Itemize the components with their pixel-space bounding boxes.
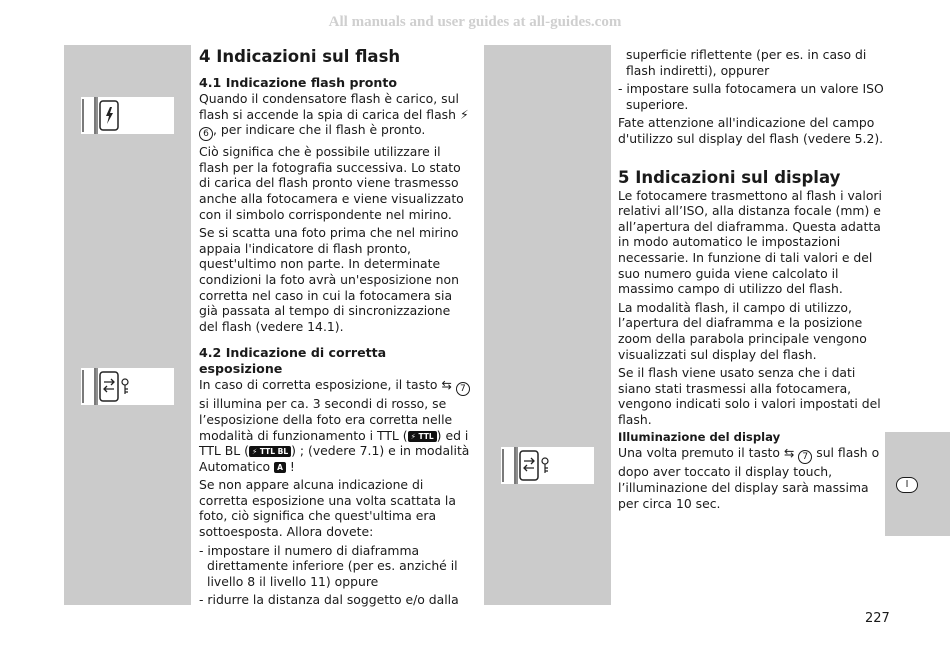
paragraph-display-content: La modalità flash, il campo di utilizzo, l’apertura del diaframma e la posizione zoom della parabola principale vengono visualizzati sul display del flash. (618, 299, 867, 362)
section-4-2-heading: 4.2 Indicazione di corretta esposizione (199, 345, 387, 377)
paragraph-before-ready: Se si scatta una foto prima che nel mirino appaia l'indicatore di flash pronto, quest'ultimo non parte. In determinate condizioni la foto avrà un'esposizione non corretta nel caso in cui la fotocamera sia già passata al tempo di sincronizzazione del flash (vedere 14.1). (199, 225, 459, 334)
section-5-heading: 5 Indicazioni sul display (618, 167, 841, 187)
paragraph-flash-ready: Quando il condensatore flash è carico, sul flash si accende la spia di carica del flash ⚡︎ 6 , per indicare che il flash è pronto. (199, 91, 469, 140)
flash-ready-illustration (81, 97, 174, 134)
list-item: - impostare il numero di diaframma direttamente inferiore (per es. anziché il livello 8 il livello 11) oppure (199, 542, 458, 589)
auto-mode-badge: A (274, 462, 286, 473)
paragraph-range-note: Fate attenzione all'indicazione del campo d'utilizzo sul display del flash (vedere 5.2). (618, 115, 884, 146)
paragraph-meaning: Ciò significa che è possibile utilizzare il flash per la fotografia successiva. Lo stato di carica del flash pronto viene trasmesso anche alla fotocamera e viene visualizzato con il simbolo corrispondente nel mirino. (199, 144, 464, 222)
section-4-1-heading: 4.1 Indicazione flash pronto (199, 75, 398, 90)
display-light-illustration (501, 447, 594, 484)
list-continuation: superficie riflettente (per es. in caso di flash indiretti), oppurer (626, 47, 867, 78)
ref-number: 7 (798, 450, 812, 464)
list-item: - impostare sulla fotocamera un valore ISO superiore. (618, 81, 884, 112)
paragraph-no-data: Se il flash viene usato senza che i dati siano stati trasmessi alla fotocamera, vengono indicati solo i valori impostati del flash. (618, 365, 881, 427)
paragraph-correct-exposure: In caso di corretta esposizione, il tasto ⇆ 7 si illumina per ca. 3 secondi di rosso, se l’esposizione della foto era corretta nelle modalità di funzionamento i TTL ( ⚡ TTL ) ed i TTL BL ( ⚡ TTL BL ) ; (vedere 7.1) e in modalità Automatico A ! (199, 377, 470, 474)
flash-bolt-icon: ⚡︎ (459, 106, 469, 122)
ref-number: 7 (456, 382, 470, 396)
exchange-arrows-icon: ⇆ (783, 445, 795, 461)
right-column (618, 47, 886, 514)
list-item: - ridurre la distanza dal soggetto e/o dalla (199, 592, 459, 608)
left-margin-panel (64, 45, 191, 605)
paragraph-camera-values: Le fotocamere trasmettono al flash i valori relativi all’ISO, alla distanza focale (mm) e all’apertura del diaframma. Questa adatta in modo automatico le impostazioni necessarie. In funzione di tali valori e del suo numero guida viene calcolato il massimo campo di utilizzo del flash. (618, 187, 882, 297)
ttl-mode-badge: ⚡ TTL (408, 431, 437, 442)
display-illumination-heading: Illuminazione del display (618, 430, 781, 445)
watermark: All manuals and user guides at all-guides.com (328, 14, 622, 30)
paragraph-underexposed: Se non appare alcuna indicazione di corretta esposizione una volta scattata la foto, ciò significa che quest'ultima era sottoesposta. Allora dovete: (199, 477, 456, 540)
language-badge: I (896, 477, 918, 493)
ttl-bl-mode-badge: ⚡ TTL BL (249, 446, 291, 457)
left-column (199, 47, 471, 611)
middle-margin-panel (484, 45, 611, 605)
section-4-heading: 4 Indicazioni sul flash (199, 47, 401, 66)
ref-number: 6 (199, 127, 213, 141)
page-number: 227 (865, 611, 890, 626)
paragraph-illumination: Una volta premuto il tasto ⇆ 7 sul flash o dopo aver toccato il display touch, l’illuminazione del display sarà massima per circa 10 sec. (618, 445, 880, 511)
exchange-arrows-icon: ⇆ (441, 377, 452, 393)
correct-exposure-illustration (81, 368, 174, 405)
